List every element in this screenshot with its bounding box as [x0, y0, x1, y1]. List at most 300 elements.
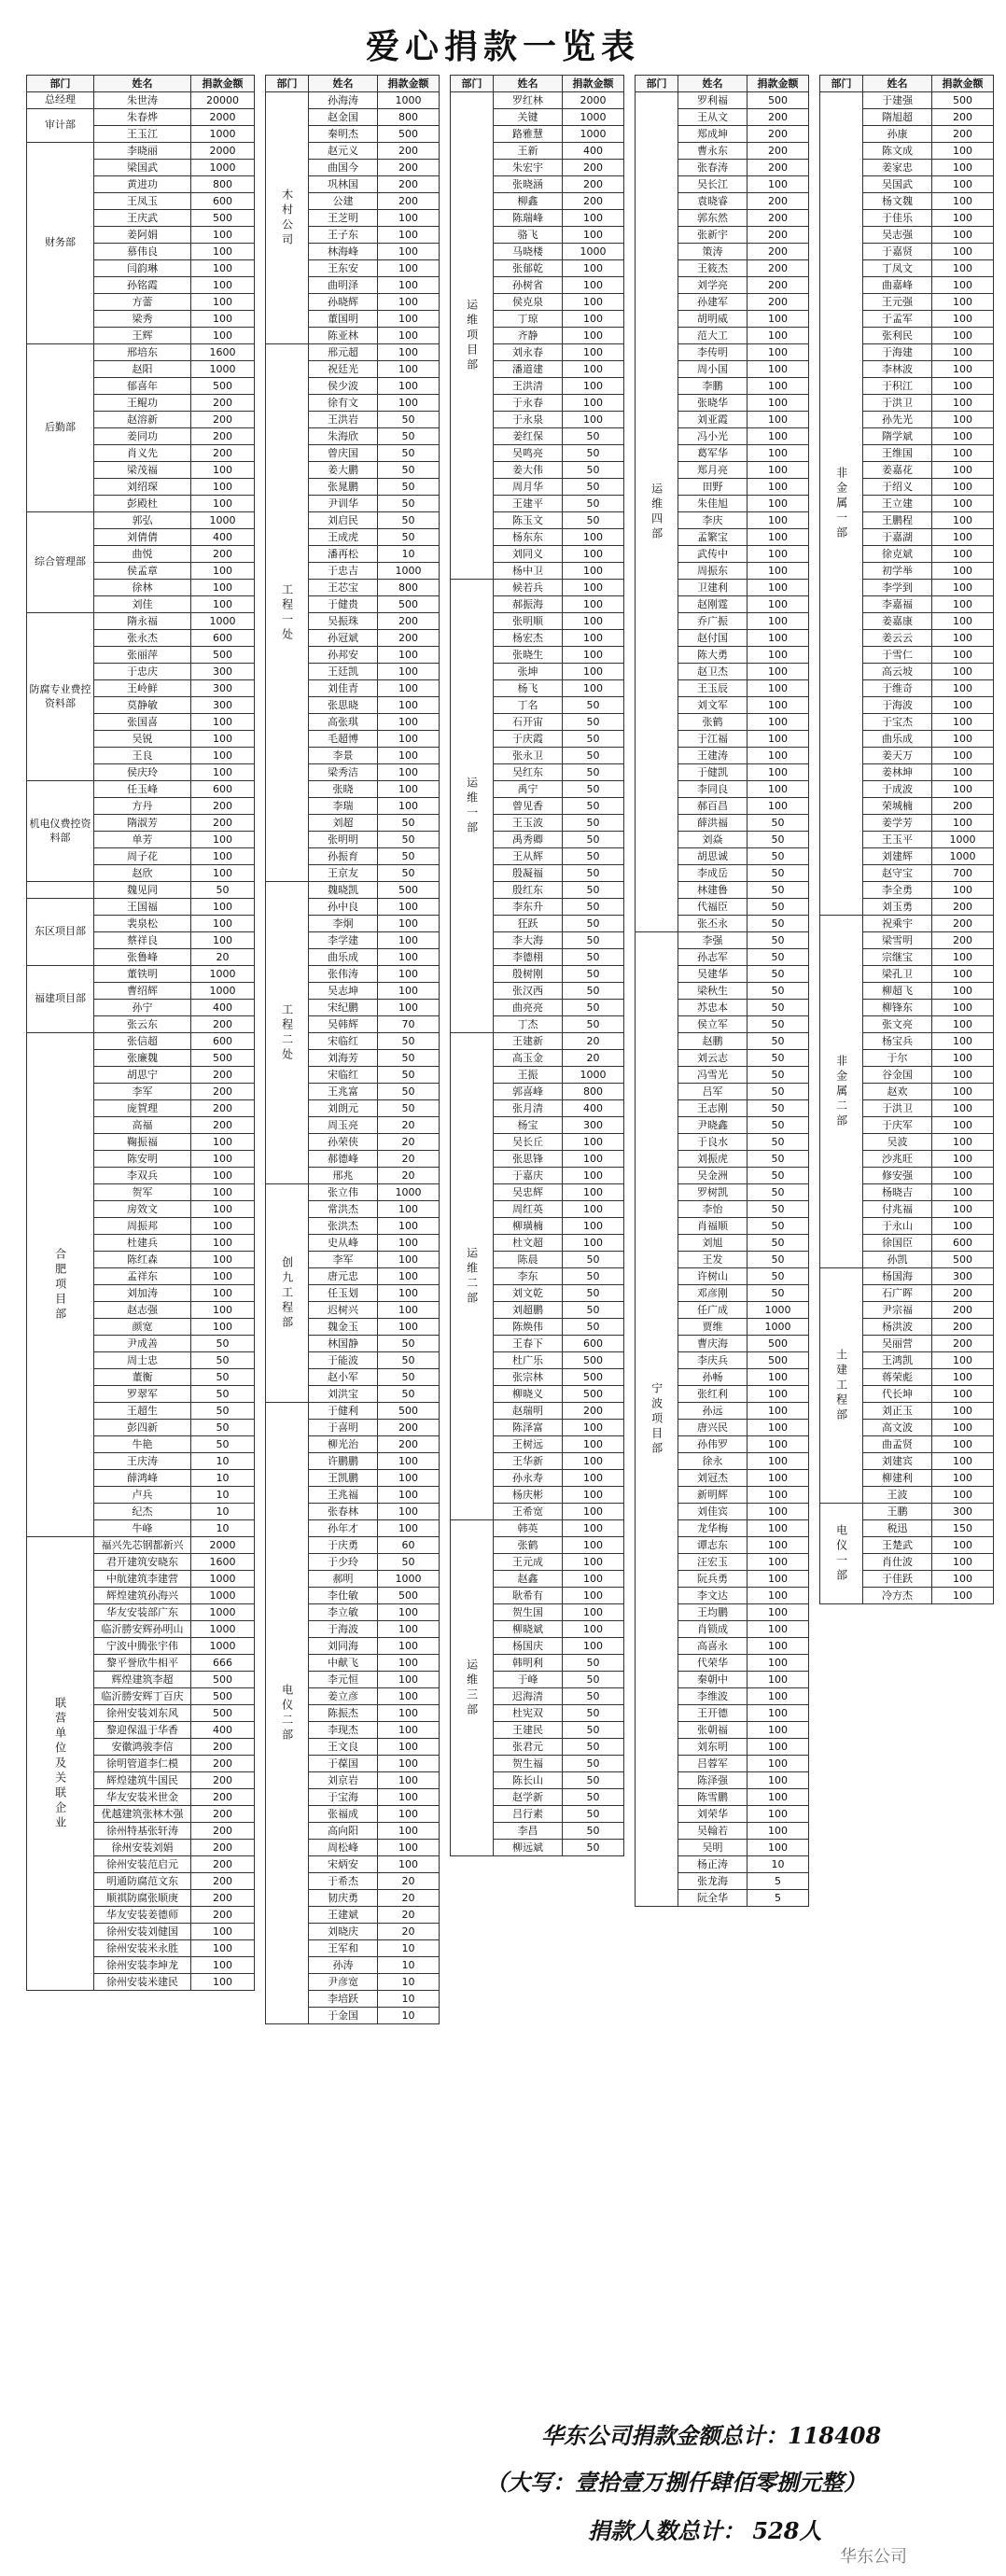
name-cell: 陈雪鹏	[678, 1789, 748, 1806]
name-cell: 侯立军	[678, 1016, 748, 1033]
dept-cell: 总经理	[27, 92, 94, 109]
name-cell: 孙伟罗	[678, 1436, 748, 1453]
name-cell: 张月清	[494, 1100, 563, 1117]
name-cell: 隋旭超	[863, 109, 932, 126]
amount-cell: 50	[748, 1000, 809, 1016]
amount-cell: 50	[748, 1050, 809, 1067]
amount-cell: 400	[563, 1100, 624, 1117]
amount-cell: 50	[563, 966, 624, 983]
name-cell: 孟繁宝	[678, 529, 748, 546]
name-cell: 王新	[494, 143, 563, 160]
amount-cell: 50	[563, 848, 624, 865]
amount-cell: 50	[563, 697, 624, 714]
amount-cell: 100	[563, 1218, 624, 1235]
name-cell: 杨正涛	[678, 1856, 748, 1873]
amount-cell: 100	[748, 1386, 809, 1403]
name-cell: 吴志强	[863, 227, 932, 244]
amount-cell: 50	[191, 1436, 255, 1453]
name-cell: 孟祥东	[94, 1268, 191, 1285]
amount-cell: 100	[932, 1571, 994, 1588]
name-cell: 邢培东	[94, 344, 191, 361]
amount-cell: 50	[748, 1252, 809, 1268]
amount-cell: 50	[748, 832, 809, 848]
dept-cell: 东区项目部	[27, 899, 94, 966]
amount-cell: 100	[748, 731, 809, 748]
name-cell: 张信超	[94, 1033, 191, 1050]
amount-cell: 100	[378, 1302, 440, 1319]
name-cell: 赵学新	[494, 1789, 563, 1806]
name-cell: 姜嘉康	[863, 613, 932, 630]
amount-cell: 50	[748, 815, 809, 832]
name-cell: 罗树凯	[678, 1184, 748, 1201]
name-cell: 张洪杰	[309, 1218, 378, 1235]
amount-cell: 50	[563, 748, 624, 764]
amount-cell: 50	[563, 1806, 624, 1823]
name-cell: 孙先光	[863, 412, 932, 428]
amount-cell: 50	[563, 462, 624, 479]
amount-cell: 100	[378, 1688, 440, 1705]
name-cell: 于嘉贤	[863, 244, 932, 260]
amount-cell: 100	[932, 580, 994, 596]
amount-cell: 100	[748, 596, 809, 613]
name-cell: 赵付国	[678, 630, 748, 647]
amount-cell: 200	[191, 1016, 255, 1033]
name-cell: 吴翰若	[678, 1823, 748, 1840]
amount-cell: 100	[748, 1504, 809, 1520]
amount-cell: 50	[378, 1386, 440, 1403]
name-cell: 张鲁峰	[94, 949, 191, 966]
amount-cell: 50	[563, 1722, 624, 1739]
amount-cell: 200	[191, 1789, 255, 1806]
name-cell: 高喜永	[678, 1638, 748, 1655]
amount-cell: 100	[378, 1638, 440, 1655]
amount-cell: 100	[563, 1571, 624, 1588]
amount-cell: 200	[563, 193, 624, 210]
name-cell: 尹宗福	[863, 1302, 932, 1319]
name-cell: 柳锋东	[863, 1000, 932, 1016]
name-cell: 张永杰	[94, 630, 191, 647]
amount-cell: 50	[748, 1268, 809, 1285]
amount-cell: 100	[378, 731, 440, 748]
name-cell: 徐克斌	[863, 546, 932, 563]
amount-cell: 500	[191, 1672, 255, 1688]
dept-cell	[27, 882, 94, 899]
name-cell: 曲乐成	[309, 949, 378, 966]
name-cell: 孙凯	[863, 1252, 932, 1268]
amount-cell: 50	[563, 1705, 624, 1722]
amount-cell: 100	[932, 1588, 994, 1604]
amount-cell: 100	[932, 1369, 994, 1386]
amount-cell: 100	[378, 361, 440, 378]
amount-cell: 100	[748, 479, 809, 496]
amount-cell: 50	[563, 1252, 624, 1268]
name-cell: 姜云云	[863, 630, 932, 647]
amount-cell: 100	[563, 664, 624, 680]
name-cell: 牛艳	[94, 1436, 191, 1453]
name-cell: 于能波	[309, 1352, 378, 1369]
dept-cell: 工程二处	[266, 882, 309, 1184]
amount-cell: 100	[748, 798, 809, 815]
amount-cell: 100	[563, 294, 624, 311]
amount-cell: 100	[378, 781, 440, 798]
amount-cell: 100	[932, 764, 994, 781]
amount-cell: 100	[932, 1537, 994, 1554]
amount-cell: 800	[378, 109, 440, 126]
amount-cell: 100	[378, 210, 440, 227]
amount-cell: 100	[191, 294, 255, 311]
name-cell: 赵鑫	[494, 1571, 563, 1588]
dept-cell: 宁波项目部	[636, 932, 678, 1907]
name-cell: 王鹏程	[863, 512, 932, 529]
amount-cell: 1600	[191, 344, 255, 361]
name-cell: 巩林国	[309, 176, 378, 193]
amount-cell: 50	[563, 1739, 624, 1756]
name-cell: 赵金国	[309, 109, 378, 126]
amount-cell: 100	[563, 344, 624, 361]
name-cell: 李现杰	[309, 1722, 378, 1739]
amount-cell: 100	[748, 176, 809, 193]
amount-cell: 200	[748, 143, 809, 160]
name-cell: 李仕敏	[309, 1588, 378, 1604]
name-cell: 贾维	[678, 1319, 748, 1336]
amount-cell: 100	[748, 781, 809, 798]
amount-cell: 20	[378, 1117, 440, 1134]
name-cell: 姜林坤	[863, 764, 932, 781]
name-cell: 王华新	[494, 1453, 563, 1470]
name-cell: 李全勇	[863, 882, 932, 899]
amount-cell: 100	[191, 748, 255, 764]
name-cell: 公建	[309, 193, 378, 210]
amount-cell: 1000	[748, 1302, 809, 1319]
name-cell: 张鹤	[494, 1537, 563, 1554]
amount-cell: 100	[378, 1319, 440, 1336]
name-cell: 王玉辰	[678, 680, 748, 697]
name-cell: 姜天万	[863, 748, 932, 764]
name-cell: 吴波	[863, 1134, 932, 1151]
name-cell: 李维波	[678, 1688, 748, 1705]
name-cell: 徐州安装李坤龙	[94, 1957, 191, 1974]
amount-cell: 600	[191, 1033, 255, 1050]
name-cell: 荣城楠	[863, 798, 932, 815]
name-cell: 孙荣侠	[309, 1134, 378, 1151]
name-cell: 王超生	[94, 1403, 191, 1420]
name-cell: 唐兴民	[678, 1420, 748, 1436]
amount-cell: 100	[563, 546, 624, 563]
name-cell: 石开宙	[494, 714, 563, 731]
dept-cell: 土建工程部	[820, 1268, 863, 1504]
name-cell: 于峰	[494, 1672, 563, 1688]
name-cell: 顺祺防腐张顺庚	[94, 1890, 191, 1907]
amount-cell: 500	[378, 882, 440, 899]
name-cell: 李大海	[494, 932, 563, 949]
name-cell: 郝明	[309, 1571, 378, 1588]
name-cell: 闫韵琳	[94, 260, 191, 277]
amount-cell: 100	[378, 1604, 440, 1621]
amount-cell: 100	[748, 395, 809, 412]
amount-cell: 100	[378, 1201, 440, 1218]
name-cell: 王玉波	[494, 815, 563, 832]
amount-cell: 100	[932, 546, 994, 563]
name-cell: 孙晓辉	[309, 294, 378, 311]
name-cell: 曹庆海	[678, 1336, 748, 1352]
amount-cell: 100	[932, 680, 994, 697]
name-cell: 赵小军	[309, 1369, 378, 1386]
total-amount: 华东公司捐款金额总计：118408	[541, 2422, 882, 2449]
name-cell: 张福成	[309, 1806, 378, 1823]
amount-cell: 100	[748, 563, 809, 580]
amount-cell: 100	[191, 596, 255, 613]
amount-cell: 2000	[191, 1537, 255, 1554]
amount-cell: 100	[378, 1672, 440, 1688]
name-cell: 梁国武	[94, 160, 191, 176]
name-cell: 于希杰	[309, 1873, 378, 1890]
table-row	[27, 899, 255, 916]
name-cell: 中航建筑李建营	[94, 1571, 191, 1588]
amount-cell: 100	[191, 1974, 255, 1991]
amount-cell: 50	[748, 983, 809, 1000]
amount-cell: 100	[748, 680, 809, 697]
name-cell: 曲乐成	[863, 731, 932, 748]
name-cell: 禹宁	[494, 781, 563, 798]
donor-count: 捐款人数总计： 528人	[588, 2517, 822, 2544]
name-cell: 许树山	[678, 1268, 748, 1285]
amount-cell: 20	[378, 1873, 440, 1890]
table-row	[636, 932, 809, 949]
amount-cell: 100	[378, 916, 440, 932]
amount-cell: 100	[932, 529, 994, 546]
amount-cell: 50	[748, 848, 809, 865]
name-cell: 于佳跃	[863, 1571, 932, 1588]
amount-cell: 50	[563, 764, 624, 781]
name-cell: 鞠振福	[94, 1134, 191, 1151]
name-cell: 邢兆	[309, 1168, 378, 1184]
header-amount: 捐款金额	[191, 76, 255, 92]
amount-cell: 400	[191, 1722, 255, 1739]
amount-cell: 50	[378, 832, 440, 848]
amount-cell: 50	[748, 882, 809, 899]
name-cell: 王开德	[678, 1705, 748, 1722]
header-dept: 部门	[27, 76, 94, 92]
amount-cell: 50	[563, 1688, 624, 1705]
name-cell: 赵刚霆	[678, 596, 748, 613]
name-cell: 徐州安装米建民	[94, 1974, 191, 1991]
amount-cell: 100	[378, 1252, 440, 1268]
name-cell: 于成波	[863, 781, 932, 798]
name-cell: 李培跃	[309, 1991, 378, 2008]
amount-cell: 500	[191, 1688, 255, 1705]
amount-cell: 50	[748, 932, 809, 949]
watermark: 华东公司	[840, 2547, 907, 2567]
name-cell: 刘佳	[94, 596, 191, 613]
amount-cell: 50	[748, 1184, 809, 1201]
name-cell: 王庆涛	[94, 1453, 191, 1470]
header-row	[636, 76, 809, 92]
name-cell: 陈红森	[94, 1252, 191, 1268]
name-cell: 张廉魏	[94, 1050, 191, 1067]
amount-cell: 100	[932, 563, 994, 580]
amount-cell: 100	[563, 596, 624, 613]
name-cell: 刘同义	[494, 546, 563, 563]
name-cell: 杨国海	[863, 1268, 932, 1285]
name-cell: 曲国今	[309, 160, 378, 176]
name-cell: 辉煌建筑李超	[94, 1672, 191, 1688]
name-cell: 黎迎保温于华香	[94, 1722, 191, 1739]
amount-cell: 100	[932, 479, 994, 496]
name-cell: 秦明杰	[309, 126, 378, 143]
name-cell: 姜阿娟	[94, 227, 191, 244]
name-cell: 王树远	[494, 1436, 563, 1453]
table-row	[27, 1033, 255, 1050]
name-cell: 张朝福	[678, 1722, 748, 1739]
name-cell: 梁茂福	[94, 462, 191, 479]
amount-cell: 100	[932, 395, 994, 412]
amount-cell: 60	[378, 1537, 440, 1554]
amount-cell: 200	[932, 109, 994, 126]
name-cell: 郭弘	[94, 512, 191, 529]
amount-cell: 50	[748, 916, 809, 932]
name-cell: 李军	[309, 1252, 378, 1268]
amount-cell: 100	[748, 764, 809, 781]
name-cell: 庞賀理	[94, 1100, 191, 1117]
amount-cell: 100	[563, 260, 624, 277]
amount-cell: 50	[563, 731, 624, 748]
name-cell: 邢元超	[309, 344, 378, 361]
name-cell: 王楚武	[863, 1537, 932, 1554]
name-cell: 彭四新	[94, 1420, 191, 1436]
name-cell: 沙兆旺	[863, 1151, 932, 1168]
name-cell: 陈亚林	[309, 328, 378, 344]
amount-cell: 200	[748, 210, 809, 227]
header-row	[266, 76, 440, 92]
name-cell: 王岭鲜	[94, 680, 191, 697]
amount-cell: 100	[378, 1268, 440, 1285]
amount-cell: 100	[932, 1470, 994, 1487]
name-cell: 齐静	[494, 328, 563, 344]
amount-cell: 100	[191, 1151, 255, 1168]
name-cell: 王芝明	[309, 210, 378, 227]
amount-cell: 1000	[563, 126, 624, 143]
amount-cell: 100	[378, 764, 440, 781]
amount-cell: 50	[748, 1218, 809, 1235]
amount-cell: 100	[563, 311, 624, 328]
amount-cell: 300	[191, 680, 255, 697]
name-cell: 吴丽营	[863, 1336, 932, 1352]
amount-cell: 100	[748, 344, 809, 361]
name-cell: 姜同功	[94, 428, 191, 445]
amount-cell: 100	[378, 244, 440, 260]
name-cell: 刘洪宝	[309, 1386, 378, 1403]
name-cell: 李元恒	[309, 1672, 378, 1688]
amount-cell: 100	[748, 647, 809, 664]
name-cell: 吴国武	[863, 176, 932, 193]
name-cell: 张坤	[494, 664, 563, 680]
amount-cell: 50	[563, 1789, 624, 1806]
name-cell: 刘京岩	[309, 1772, 378, 1789]
amount-cell: 200	[191, 815, 255, 832]
amount-cell: 50	[563, 714, 624, 731]
amount-cell: 100	[191, 848, 255, 865]
name-cell: 王建平	[494, 496, 563, 512]
name-cell: 吴振珠	[309, 613, 378, 630]
name-cell: 孙铭霞	[94, 277, 191, 294]
name-cell: 尹晓鑫	[678, 1117, 748, 1134]
name-cell: 耿希有	[494, 1588, 563, 1604]
amount-cell: 50	[191, 1369, 255, 1386]
name-cell: 李昌	[494, 1823, 563, 1840]
header-amount: 捐款金额	[378, 76, 440, 92]
amount-cell: 100	[932, 1218, 994, 1235]
name-cell: 李成岳	[678, 865, 748, 882]
name-cell: 周振东	[678, 563, 748, 580]
name-cell: 徐州安装范启元	[94, 1856, 191, 1873]
table-row	[27, 512, 255, 529]
amount-cell: 100	[932, 1117, 994, 1134]
amount-cell: 100	[932, 1016, 994, 1033]
name-cell: 乔广振	[678, 613, 748, 630]
amount-cell: 50	[378, 848, 440, 865]
amount-cell: 100	[378, 227, 440, 244]
amount-cell: 100	[191, 1319, 255, 1336]
amount-cell: 500	[191, 647, 255, 664]
name-cell: 贺军	[94, 1184, 191, 1201]
amount-cell: 100	[191, 916, 255, 932]
amount-cell: 666	[191, 1655, 255, 1672]
amount-cell: 100	[932, 176, 994, 193]
name-cell: 朱佳旭	[678, 496, 748, 512]
amount-cell: 100	[748, 630, 809, 647]
amount-cell: 700	[932, 865, 994, 882]
name-cell: 于忠庆	[94, 664, 191, 680]
name-cell: 贺生国	[494, 1604, 563, 1621]
amount-cell: 100	[932, 630, 994, 647]
name-cell: 王玉江	[94, 126, 191, 143]
amount-cell: 50	[378, 1100, 440, 1117]
name-cell: 杜宪双	[494, 1705, 563, 1722]
name-cell: 刘正玉	[863, 1403, 932, 1420]
amount-cell: 100	[191, 1168, 255, 1184]
name-cell: 侯庆玲	[94, 764, 191, 781]
amount-cell: 50	[563, 1672, 624, 1688]
amount-cell: 10	[378, 1957, 440, 1974]
name-cell: 薛洪福	[678, 815, 748, 832]
name-cell: 高向阳	[309, 1823, 378, 1840]
header-amount: 捐款金额	[932, 76, 994, 92]
name-cell: 陈文成	[863, 143, 932, 160]
name-cell: 任玉峰	[94, 781, 191, 798]
amount-cell: 1000	[191, 966, 255, 983]
header-name: 姓名	[494, 76, 563, 92]
name-cell: 王庆武	[94, 210, 191, 227]
amount-cell: 100	[932, 1184, 994, 1201]
name-cell: 周振邦	[94, 1218, 191, 1235]
name-cell: 马晓楼	[494, 244, 563, 260]
name-cell: 孙冠斌	[309, 630, 378, 647]
amount-cell: 100	[932, 210, 994, 227]
amount-cell: 2000	[191, 109, 255, 126]
name-cell: 潘道建	[494, 361, 563, 378]
amount-cell: 100	[378, 328, 440, 344]
amount-cell: 20	[378, 1924, 440, 1940]
amount-cell: 200	[191, 1756, 255, 1772]
name-cell: 李庆兵	[678, 1352, 748, 1369]
amount-cell: 100	[932, 983, 994, 1000]
name-cell: 尹训华	[309, 496, 378, 512]
table-row	[820, 916, 994, 932]
amount-cell: 10	[748, 1856, 809, 1873]
name-cell: 朱宏宇	[494, 160, 563, 176]
name-cell: 林国静	[309, 1336, 378, 1352]
amount-cell: 200	[748, 109, 809, 126]
